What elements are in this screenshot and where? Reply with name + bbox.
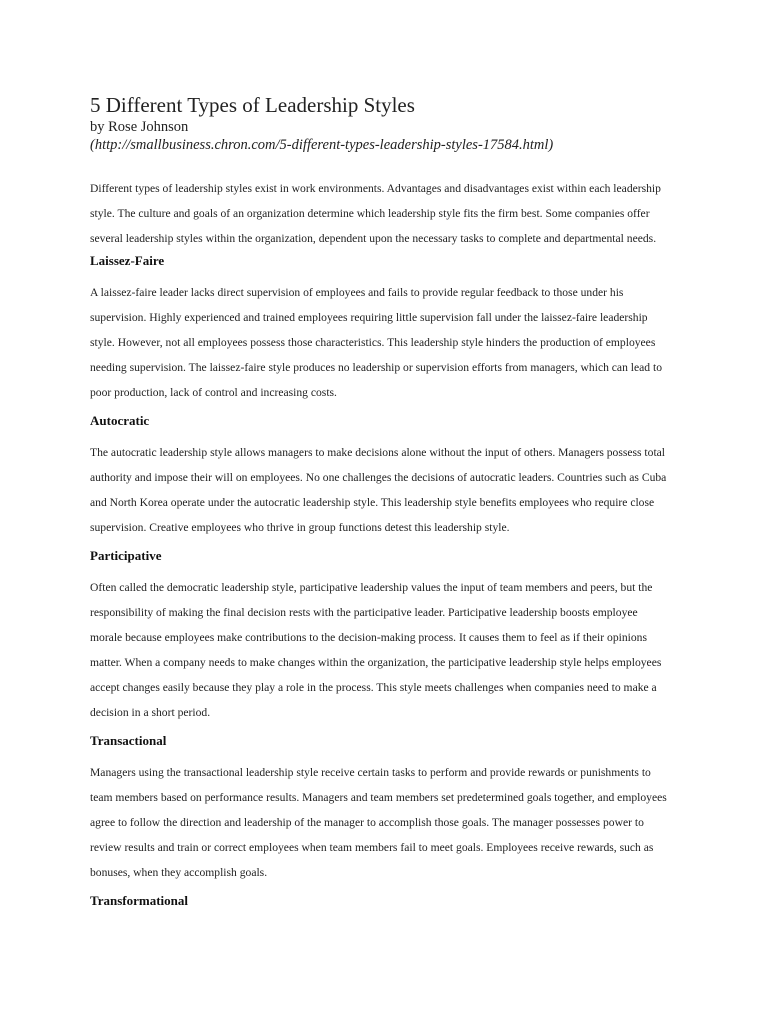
section-heading-transformational: Transformational: [90, 893, 188, 908]
document-source-url: (http://smallbusiness.chron.com/5-different-types-leadership-styles-17584.html): [90, 137, 554, 153]
section-heading-transactional: Transactional: [90, 733, 167, 748]
section-body-participative: Often called the democratic leadership style, participative leadership values the input of team members and peers, but the responsibility of making the final decision rests with the participative leader. Participative leadership boosts employee morale because employees make contributions to the decision-making process. It causes them to feel as if their opinions matter. When a company needs to make changes within the organization, the participative leadership style helps employees accept changes easily because they play a role in the process. This style meets challenges when companies need to make a decision in a short period.: [90, 581, 662, 719]
section-body-autocratic: The autocratic leadership style allows managers to make decisions alone without the input of others. Managers possess total authority and impose their will on employees. No one challenges the decisions of autocratic leaders. Countries such as Cuba and North Korea operate under the autocratic leadership style. This leadership style benefits employees who require close supervision. Creative employees who thrive in group functions detest this leadership style.: [90, 446, 667, 534]
intro-paragraph: Different types of leadership styles exist in work environments. Advantages and disadvantages exist within each leadership style. The culture and goals of an organization determine which leadership style fits the firm best. Some companies offer several leadership styles within the organization, dependent upon the necessary tasks to complete and departmental needs.: [90, 182, 661, 245]
section-heading-autocratic: Autocratic: [90, 413, 150, 428]
section-heading-participative: Participative: [90, 548, 162, 563]
document-page: [90, 92, 670, 911]
document-author: by Rose Johnson: [90, 119, 189, 135]
section-body-laissez-faire: A laissez-faire leader lacks direct supervision of employees and fails to provide regular feedback to those under his supervision. Highly experienced and trained employees requiring little supervision fall under the laissez-faire leadership style. However, not all employees possess those characteristics. This leadership style hinders the production of employees needing supervision. The laissez-faire style produces no leadership or supervision efforts from managers, which can lead to poor production, lack of control and increasing costs.: [90, 286, 662, 399]
section-body-transactional: Managers using the transactional leadership style receive certain tasks to perform and provide rewards or punishments to team members based on performance results. Managers and team members set predetermined goals together, and employees agree to follow the direction and leadership of the manager to accomplish those goals. The manager possesses power to review results and train or correct employees when team members fail to meet goals. Employees receive rewards, such as bonuses, when they accomplish goals.: [90, 766, 667, 879]
section-heading-laissez-faire: Laissez-Faire: [90, 253, 165, 268]
document-title: 5 Different Types of Leadership Styles: [90, 93, 415, 117]
